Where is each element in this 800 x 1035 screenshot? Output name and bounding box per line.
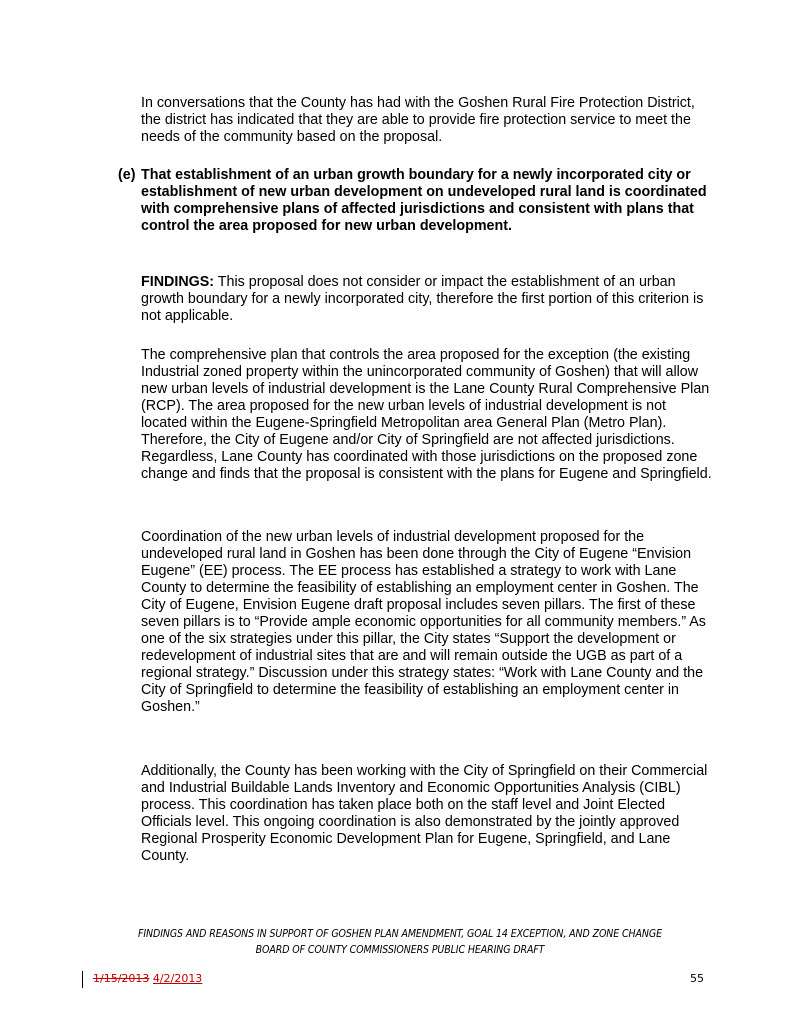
footer-line-1: FINDINGS AND REASONS IN SUPPORT OF GOSHEN PLAN AMENDMENT, GOAL 14 EXCEPTION, AND ZONE CHANGE: [138, 928, 662, 940]
date-deleted: 1/15/2013: [93, 972, 150, 985]
footer-date: [93, 972, 202, 986]
findings-paragraph: [141, 274, 716, 325]
criterion-e: [118, 167, 718, 235]
criterion-label: (e): [118, 167, 136, 183]
additional-paragraph: Additionally, the County has been working with the City of Springfield on their Commercial and Industrial Buildable Lands Inventory and Economic Opportunities Analysis (CIBL) process. This coordination has taken place both on the staff level and Joint Elected Officials level. This ongoing coordination is also demonstrated by the jointly approved Regional Prosperity Economic Development Plan for Eugene, Springfield, and Lane County.: [141, 763, 708, 864]
findings-text: This proposal does not consider or impact the establishment of an urban growth boundary for a newly incorporated city, therefore the first portion of this criterion is not applicable.: [141, 274, 704, 324]
page-number: 55: [690, 972, 704, 985]
coordination-paragraph: Coordination of the new urban levels of industrial development proposed for the undeveloped rural land in Goshen has been done through the City of Eugene “Envision Eugene” (EE) process. The EE process has established a strategy to work with Lane County to determine the feasibility of establishing an employment center in Goshen. The City of Eugene, Envision Eugene draft proposal includes seven pillars. The first of these seven pillars is to “Provide ample economic opportunities for all community members.” As one of the six strategies under this pillar, the City states “Support the development or redevelopment of industrial sites that are and will remain outside the UGB as part of a regional strategy.” Discussion under this strategy states: “Work with Lane County and the City of Springfield to determine the feasibility of establishing an employment center in Goshen.”: [141, 529, 706, 715]
intro-paragraph: In conversations that the County has had with the Goshen Rural Fire Protection District, the district has indicated that they are able to provide fire protection service to meet the needs of the community based on the proposal.: [141, 95, 695, 145]
revision-bar: [82, 971, 83, 988]
criterion-text: That establishment of an urban growth boundary for a newly incorporated city or establishment of new urban development on undeveloped rural land is coordinated with comprehensive plans of affected jurisdictions and consistent with plans that control the area proposed for new urban development.: [141, 167, 707, 234]
footer-line-2: BOARD OF COUNTY COMMISSIONERS PUBLIC HEARING DRAFT: [255, 944, 545, 956]
findings-label: FINDINGS:: [141, 274, 215, 290]
date-inserted: 4/2/2013: [152, 972, 203, 985]
plan-paragraph: The comprehensive plan that controls the area proposed for the exception (the existing Industrial zoned property within the unincorporated community of Goshen) that will allow new urban levels of industrial development is the Lane County Rural Comprehensive Plan (RCP). The area proposed for the new urban levels of industrial development is not located within the Eugene-Springfield Metropolitan area General Plan (Metro Plan). Therefore, the City of Eugene and/or City of Springfield are not affected jurisdictions. Regardless, Lane County has coordinated with those jurisdictions on the proposed zone change and finds that the proposal is consistent with the plans for Eugene and Springfield.: [141, 347, 712, 482]
